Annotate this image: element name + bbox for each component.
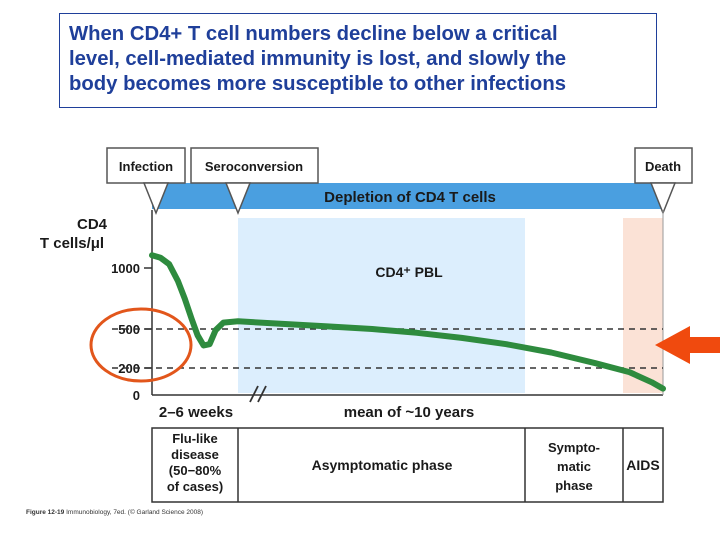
x-label-weeks: 2–6 weeks (158, 404, 234, 421)
figure-source: Immunobiology, 7ed. (© Garland Science 2008) (66, 509, 204, 516)
seroconversion-label: Seroconversion (204, 159, 304, 174)
figure-credit (26, 509, 203, 516)
phase-label-line: disease (171, 447, 219, 462)
y-tick-1000 (111, 261, 152, 276)
series-label: CD4⁺ PBL (375, 264, 443, 280)
phase-label-line: matic (557, 459, 591, 474)
depletion-banner-label: Depletion of CD4 T cells (324, 189, 496, 206)
highlight-circle (91, 309, 191, 381)
y-axis-title-line1: CD4 (76, 216, 108, 233)
aids-band (623, 218, 663, 393)
phase-aids: AIDS (626, 457, 660, 473)
x-label-years: mean of ~10 years (343, 404, 475, 421)
phase-label-line: of cases) (166, 479, 224, 494)
phase-label-line: Sympto- (548, 440, 600, 455)
infection-label: Infection (118, 159, 174, 174)
phase-label-line: (50−80% (168, 463, 222, 478)
y-tick-label-200: 200 (118, 361, 140, 376)
caption-box: When CD4+ T cell numbers decline below a critical level, cell-mediated immunity is lost, and slowly the body becomes more susceptible to other infections (59, 13, 657, 108)
phase-flu-like (167, 431, 223, 494)
y-tick-0 (133, 388, 140, 403)
y-tick-label-0: 0 (132, 388, 140, 403)
asymptomatic-band (238, 218, 525, 393)
highlight-arrow (655, 326, 720, 364)
figure-number: Figure 12-19 (26, 509, 65, 516)
phase-label-line: Flu-like (172, 431, 218, 446)
phase-label-line: phase (555, 478, 593, 493)
y-tick-label-1000: 1000 (111, 261, 140, 276)
death-label: Death (644, 159, 682, 174)
phase-asymptomatic: Asymptomatic phase (311, 457, 453, 473)
y-axis-title-line2: T cells/μl (39, 235, 105, 252)
y-tick-label-500: 500 (118, 322, 140, 337)
